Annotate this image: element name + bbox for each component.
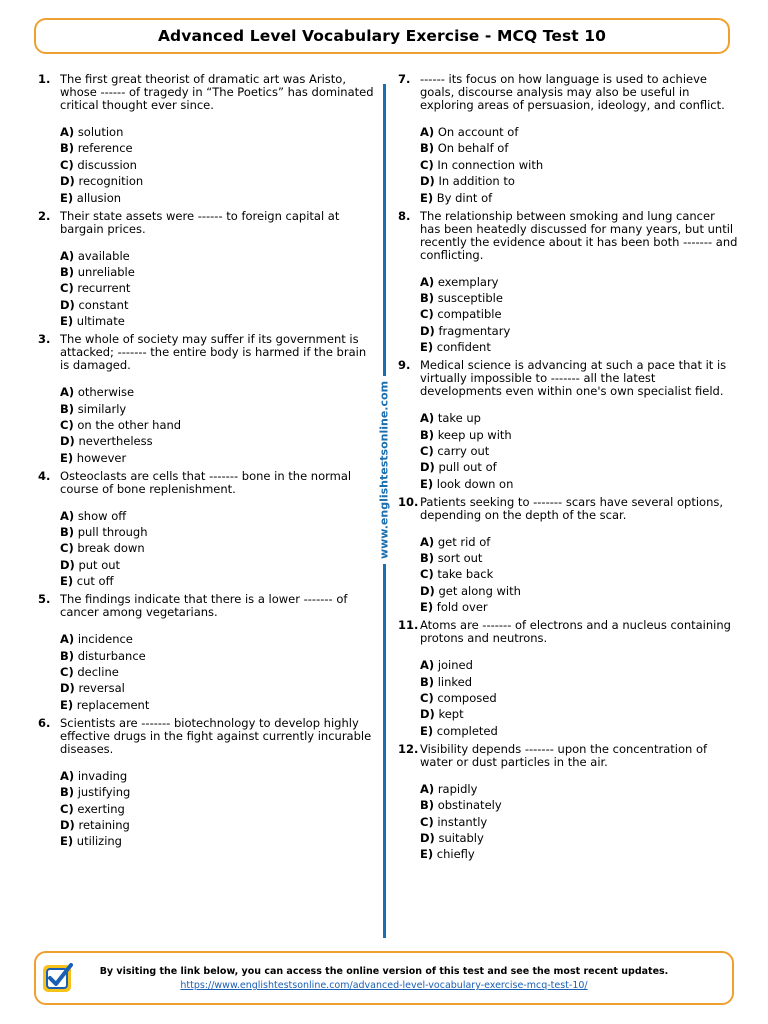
question-number: 10.: [398, 494, 419, 509]
question-number: 7.: [398, 72, 411, 86]
question-number: 5.: [38, 592, 51, 607]
option-text: chiefly: [436, 847, 475, 862]
option-text: carry out: [437, 443, 490, 458]
option-text: obstinately: [437, 798, 502, 813]
questions-column-left: [38, 73, 378, 853]
title-box: [34, 18, 730, 54]
answer-option: [420, 142, 738, 155]
option-letter: C): [420, 443, 434, 458]
option-letter: C): [420, 814, 434, 829]
option-text: confident: [436, 340, 491, 355]
option-text: show off: [77, 508, 127, 523]
question-text: The whole of society may suffer if its government is attacked; ------- the entire body is harmed if the brain is damaged.: [60, 332, 367, 373]
question-item: [38, 73, 378, 205]
option-letter: B): [420, 551, 435, 566]
option-text: unreliable: [77, 264, 135, 279]
option-text: In connection with: [437, 157, 544, 172]
answer-option: [420, 783, 738, 796]
option-text: break down: [77, 541, 145, 556]
question-item: [38, 593, 378, 712]
option-letter: C): [60, 281, 74, 296]
option-text: recognition: [78, 174, 144, 189]
question-number: 6.: [38, 715, 51, 730]
answer-option: [420, 325, 738, 338]
option-text: fragmentary: [438, 323, 511, 338]
option-letter: A): [420, 411, 435, 426]
answer-option: [60, 575, 378, 588]
option-text: solution: [77, 125, 124, 139]
option-letter: C): [60, 541, 74, 556]
option-text: ultimate: [76, 314, 125, 329]
option-letter: B): [420, 798, 435, 813]
answer-option: [420, 568, 738, 581]
question-text: Patients seeking to ------- scars have several options, depending on the depth of the scar.: [420, 494, 724, 522]
option-text: available: [77, 248, 130, 263]
option-letter: D): [420, 830, 435, 845]
question-number: 3.: [38, 332, 51, 347]
answer-option: [420, 445, 738, 458]
option-text: cut off: [76, 574, 114, 589]
answer-option: [60, 435, 378, 448]
option-letter: E): [420, 476, 434, 491]
option-text: On behalf of: [437, 141, 509, 156]
answer-option: [60, 315, 378, 328]
option-text: allusion: [76, 190, 122, 205]
option-letter: E): [60, 834, 74, 849]
question-item: [398, 619, 738, 738]
answer-option: [420, 461, 738, 474]
option-letter: D): [420, 174, 435, 189]
answer-option: [420, 308, 738, 321]
question-item: [38, 333, 378, 465]
question-item: [38, 717, 378, 849]
answer-option: [420, 585, 738, 598]
option-text: linked: [437, 674, 472, 689]
question-text: Their state assets were ------ to foreign capital at bargain prices.: [60, 208, 340, 236]
answer-option: [60, 175, 378, 188]
option-text: otherwise: [77, 385, 135, 400]
answer-option: [60, 699, 378, 712]
answer-option: [60, 633, 378, 646]
option-text: take back: [437, 567, 494, 582]
option-text: composed: [437, 691, 497, 706]
answer-option: [60, 386, 378, 399]
option-text: justifying: [77, 785, 131, 800]
question-text: The relationship between smoking and lung cancer has been heatedly discussed for many years, but until recently the evidence about it has been both ------- and conflicting.: [420, 208, 738, 262]
answer-option: [60, 803, 378, 816]
option-letter: C): [420, 157, 434, 172]
option-letter: B): [60, 785, 75, 800]
option-text: In addition to: [438, 174, 515, 189]
option-letter: B): [60, 141, 75, 156]
option-letter: A): [60, 385, 75, 400]
answer-option: [60, 282, 378, 295]
option-text: reference: [77, 141, 133, 156]
answer-option: [60, 650, 378, 663]
option-letter: C): [60, 665, 74, 680]
option-text: nevertheless: [78, 434, 153, 449]
option-letter: D): [420, 460, 435, 475]
question-item: [398, 496, 738, 615]
answer-option: [420, 708, 738, 721]
option-text: suitably: [438, 830, 484, 845]
question-text: The first great theorist of dramatic art was Aristo, whose ------ of tragedy in “The Poetics” has dominated critical thought ever since.: [60, 72, 374, 112]
answer-option: [60, 266, 378, 279]
option-letter: D): [60, 817, 75, 832]
question-item: [38, 470, 378, 589]
question-text: Scientists are ------- biotechnology to develop highly effective drugs in the fight against currently incurable diseases.: [60, 715, 372, 756]
option-letter: C): [60, 801, 74, 816]
option-letter: D): [60, 681, 75, 696]
option-letter: A): [60, 248, 75, 263]
option-text: replacement: [76, 697, 150, 712]
question-text: Osteoclasts are cells that ------- bone in the normal course of bone replenishment.: [60, 468, 352, 496]
answer-option: [420, 676, 738, 689]
option-letter: B): [420, 141, 435, 156]
answer-option: [420, 126, 738, 139]
answer-option: [420, 536, 738, 549]
option-text: reversal: [78, 681, 125, 696]
option-letter: B): [420, 674, 435, 689]
answer-option: [420, 799, 738, 812]
option-letter: D): [60, 434, 75, 449]
option-text: compatible: [437, 307, 502, 322]
answer-option: [60, 250, 378, 263]
answer-option: [420, 692, 738, 705]
option-letter: A): [420, 125, 435, 139]
answer-option: [60, 452, 378, 465]
answer-option: [60, 666, 378, 679]
online-test-link[interactable]: https://www.englishtestsonline.com/advanced-level-vocabulary-exercise-mcq-test-10/: [180, 980, 588, 991]
answer-option: [420, 292, 738, 305]
answer-option: [420, 832, 738, 845]
option-letter: D): [420, 707, 435, 722]
answer-option: [60, 526, 378, 539]
option-text: rapidly: [437, 781, 478, 796]
option-text: utilizing: [76, 834, 122, 849]
option-text: similarly: [77, 401, 127, 416]
answer-option: [60, 770, 378, 783]
option-letter: C): [60, 417, 74, 432]
option-letter: D): [420, 583, 435, 598]
answer-option: [420, 341, 738, 354]
option-letter: D): [60, 557, 75, 572]
option-letter: E): [60, 697, 74, 712]
option-letter: C): [420, 307, 434, 322]
answer-option: [420, 429, 738, 442]
option-letter: E): [420, 340, 434, 355]
answer-option: [420, 276, 738, 289]
answer-option: [60, 682, 378, 695]
watermark-text: www.englishtestsonline.com: [378, 376, 391, 564]
answer-option: [420, 175, 738, 188]
question-item: [398, 359, 738, 491]
answer-option: [60, 192, 378, 205]
page-title: Advanced Level Vocabulary Exercise - MCQ Test 10: [157, 27, 607, 45]
option-letter: E): [420, 723, 434, 738]
question-text: Visibility depends ------- upon the concentration of water or dust particles in the air.: [420, 741, 708, 769]
option-letter: E): [60, 450, 74, 465]
answer-option: [60, 559, 378, 572]
option-letter: E): [60, 314, 74, 329]
answer-option: [420, 478, 738, 491]
answer-option: [60, 819, 378, 832]
option-letter: D): [420, 323, 435, 338]
option-letter: B): [60, 525, 75, 540]
question-text: Medical science is advancing at such a pace that it is virtually impossible to ------- all the latest developments even within one's own specialist field.: [420, 358, 727, 399]
question-number: 1.: [38, 72, 51, 86]
option-letter: A): [60, 768, 75, 783]
question-number: 9.: [398, 358, 411, 373]
option-letter: A): [420, 534, 435, 549]
option-text: On account of: [437, 125, 519, 139]
option-text: instantly: [437, 814, 488, 829]
answer-option: [420, 725, 738, 738]
option-text: invading: [77, 768, 128, 783]
option-letter: C): [420, 691, 434, 706]
option-text: By dint of: [436, 190, 493, 205]
answer-option: [60, 159, 378, 172]
question-number: 12.: [398, 741, 419, 756]
option-letter: E): [60, 190, 74, 205]
option-text: kept: [438, 707, 464, 722]
question-number: 2.: [38, 208, 51, 223]
option-letter: E): [60, 574, 74, 589]
answer-option: [420, 848, 738, 861]
option-letter: B): [60, 264, 75, 279]
question-item: [398, 73, 738, 205]
answer-option: [60, 542, 378, 555]
option-letter: B): [60, 648, 75, 663]
answer-option: [420, 659, 738, 672]
option-letter: E): [420, 600, 434, 615]
option-text: take up: [437, 411, 481, 426]
option-text: look down on: [436, 476, 514, 491]
option-letter: C): [60, 157, 74, 172]
option-text: pull through: [77, 525, 148, 540]
option-letter: B): [60, 401, 75, 416]
answer-option: [420, 192, 738, 205]
option-text: joined: [437, 658, 473, 673]
questions-column-right: [398, 73, 738, 866]
answer-option: [60, 835, 378, 848]
option-letter: A): [60, 632, 75, 647]
answer-option: [60, 403, 378, 416]
answer-option: [420, 816, 738, 829]
footer-text: By visiting the link below, you can access the online version of this test and see the most recent updates.: [99, 966, 669, 977]
option-text: however: [76, 450, 127, 465]
option-letter: A): [60, 125, 75, 139]
option-text: susceptible: [437, 290, 503, 305]
option-letter: A): [420, 274, 435, 289]
option-text: on the other hand: [77, 417, 182, 432]
option-text: sort out: [437, 551, 483, 566]
option-text: discussion: [77, 157, 137, 172]
option-text: keep up with: [437, 427, 512, 442]
question-text: ------ its focus on how language is used to achieve goals, discourse analysis may also be useful in exploring areas of persuasion, ideology, and conflict.: [420, 72, 725, 112]
answer-option: [60, 786, 378, 799]
option-text: decline: [77, 665, 119, 680]
answer-option: [420, 552, 738, 565]
question-number: 4.: [38, 468, 51, 483]
question-text: Atoms are ------- of electrons and a nucleus containing protons and neutrons.: [420, 618, 731, 646]
question-number: 11.: [398, 618, 419, 633]
option-text: get along with: [438, 583, 521, 598]
option-text: exerting: [77, 801, 125, 816]
answer-option: [60, 299, 378, 312]
option-text: fold over: [436, 600, 488, 615]
option-text: get rid of: [437, 534, 491, 549]
answer-option: [420, 159, 738, 172]
option-letter: A): [420, 658, 435, 673]
option-letter: E): [420, 190, 434, 205]
option-text: retaining: [78, 817, 130, 832]
option-text: put out: [78, 557, 121, 572]
question-item: [38, 210, 378, 329]
answer-option: [420, 601, 738, 614]
option-letter: D): [60, 174, 75, 189]
option-letter: A): [60, 508, 75, 523]
answer-option: [60, 419, 378, 432]
option-text: exemplary: [437, 274, 499, 289]
option-text: disturbance: [77, 648, 146, 663]
footer-box: [34, 951, 734, 1005]
option-text: incidence: [77, 632, 133, 647]
option-text: constant: [78, 297, 129, 312]
option-text: completed: [436, 723, 498, 738]
answer-option: [60, 510, 378, 523]
option-text: recurrent: [77, 281, 131, 296]
answer-option: [420, 412, 738, 425]
option-letter: E): [420, 847, 434, 862]
option-letter: C): [420, 567, 434, 582]
question-text: The findings indicate that there is a lower ------- of cancer among vegetarians.: [60, 592, 348, 620]
answer-option: [60, 142, 378, 155]
option-letter: D): [60, 297, 75, 312]
question-item: [398, 743, 738, 862]
answer-option: [60, 126, 378, 139]
option-text: pull out of: [438, 460, 497, 475]
option-letter: A): [420, 781, 435, 796]
question-item: [398, 210, 738, 355]
question-number: 8.: [398, 208, 411, 223]
option-letter: B): [420, 427, 435, 442]
option-letter: B): [420, 290, 435, 305]
